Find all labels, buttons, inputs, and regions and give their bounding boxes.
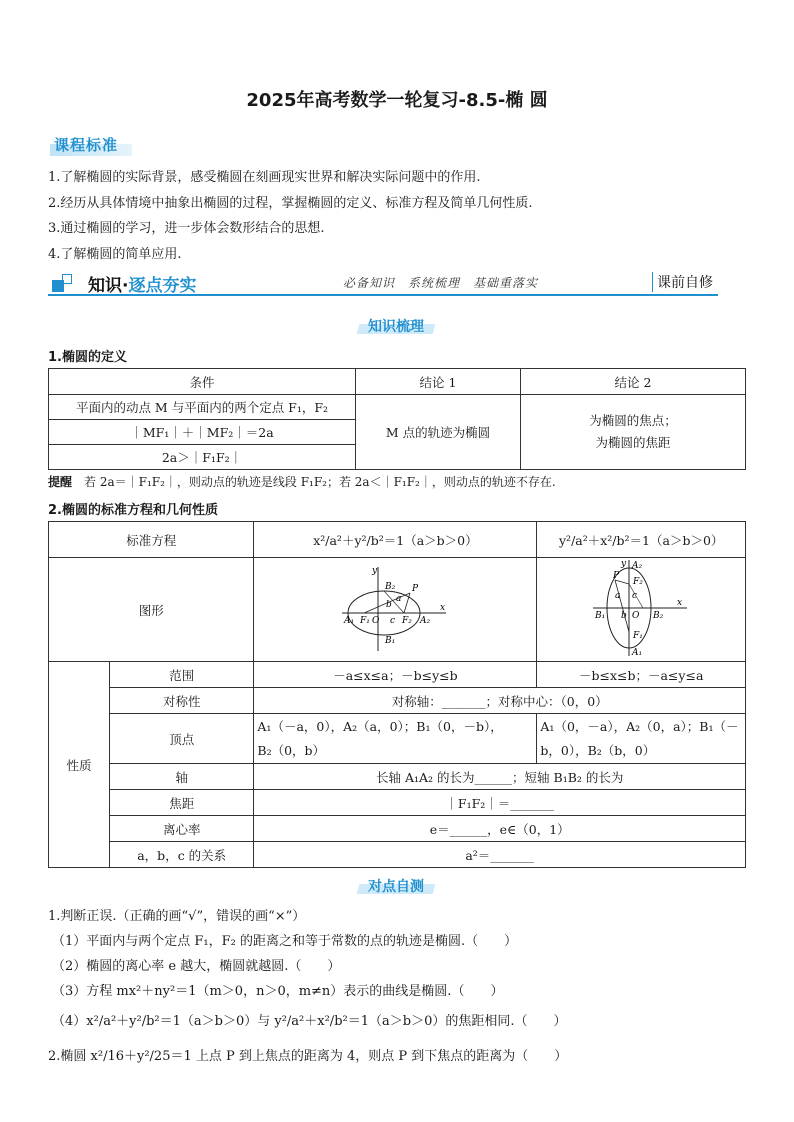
relation-value: a²＝_______	[254, 842, 746, 868]
section-label: 课程标准	[54, 136, 119, 154]
tip-note	[48, 473, 556, 490]
pill-knowledge-review: 知识梳理	[358, 316, 434, 334]
fig2-b1-label: B₁	[595, 611, 606, 621]
fig2-a2-label: A₂	[632, 561, 643, 571]
conclusion-2-cell: 为椭圆的焦点； 为椭圆的焦距	[521, 395, 746, 470]
pill-self-test: 对点自测	[358, 876, 434, 894]
question-1: 1.判断正误.（正确的画“√”，错误的画“×”）	[48, 909, 306, 924]
fig2-f2-label: F₂	[633, 577, 644, 587]
properties-table	[48, 521, 746, 868]
col-header: 结论 2	[521, 369, 746, 395]
fig2-b-label: b	[621, 611, 627, 621]
standard-item: 3.通过椭圆的学习，进一步体会数形结合的思想.	[48, 221, 325, 236]
tip-text: 若 2a＝｜F₁F₂｜，则动点的轨迹是线段 F₁F₂；若 2a＜｜F₁F₂｜，则动点的轨迹不存在.	[72, 475, 556, 489]
fig1-origin-label: O	[372, 616, 380, 626]
condition-cell: 平面内的动点 M 与平面内的两个定点 F₁，F₂	[49, 395, 356, 420]
fig2-origin-label: O	[632, 611, 640, 621]
fig2-a1-label: A₁	[632, 648, 643, 658]
question-2: 2.椭圆 x²/16＋y²/25＝1 上点 P 到上焦点的距离为 4，则点 P 到下焦点的距离为（ ）	[48, 1049, 568, 1064]
row-label: 离心率	[110, 816, 254, 842]
fig1-b1-label: B₁	[385, 636, 396, 646]
heading-properties: 2.椭圆的标准方程和几何性质	[48, 503, 218, 518]
eccentricity-value: e＝______，e∈（0，1）	[254, 816, 746, 842]
focal-value: ｜F₁F₂｜＝_______	[254, 790, 746, 816]
fig2-p-label: P	[613, 571, 620, 581]
vertices-vertical: A₁（0，－a），A₂（0，a）；B₁（－ b，0），B₂（b，0）	[537, 714, 746, 764]
question-1-2: （2）椭圆的离心率 e 越大，椭圆就越圆.（ ）	[52, 959, 341, 974]
axis-value: 长轴 A₁A₂ 的长为______；短轴 B₁B₂ 的长为	[254, 764, 746, 790]
standard-item: 2.经历从具体情境中抽象出椭圆的过程，掌握椭圆的定义、标准方程及简单几何性质.	[48, 196, 533, 211]
square-outline-icon	[62, 274, 72, 284]
range-vertical: －b≤x≤b；－a≤y≤a	[537, 662, 746, 688]
row-label: 焦距	[110, 790, 254, 816]
horizontal-ellipse-diagram	[340, 563, 450, 653]
heading-definition: 1.椭圆的定义	[48, 350, 127, 365]
row-label: 范围	[110, 662, 254, 688]
range-horizontal: －a≤x≤a；－b≤y≤b	[254, 662, 537, 688]
tip-label: 提醒	[48, 475, 73, 489]
question-1-4: （4）x²/a²＋y²/b²＝1（a＞b＞0）与 y²/a²＋x²/b²＝1（a＞b＞0）的焦距相同.（ ）	[52, 1014, 567, 1029]
fig1-p-label: P	[412, 584, 419, 594]
knowledge-tag: 课前自修	[652, 272, 713, 292]
fig1-f2-label: F₂	[402, 616, 413, 626]
fig1-a-label: a	[396, 594, 402, 604]
row-label: a，b，c 的关系	[110, 842, 254, 868]
condition-cell: ｜MF₁｜＋｜MF₂｜＝2a	[49, 420, 356, 445]
fig1-a2-label: A₂	[420, 616, 431, 626]
group-label: 性质	[49, 662, 110, 868]
row-label: 标准方程	[49, 522, 254, 558]
question-1-3: （3）方程 mx²＋ny²＝1（m＞0，n＞0，m≠n）表示的曲线是椭圆.（ ）	[52, 984, 504, 999]
fig1-y-label: y	[372, 566, 378, 576]
page-title: 2025年高考数学一轮复习-8.5-椭 圆	[246, 90, 548, 111]
equation-vertical: y²/a²＋x²/b²＝1（a＞b＞0）	[537, 522, 746, 558]
fig1-f1-label: F₁	[360, 616, 371, 626]
fig1-b-label: b	[386, 600, 393, 610]
knowledge-title: 知识·逐点夯实	[88, 276, 197, 296]
fig2-f1-label: F₁	[633, 631, 644, 641]
equation-horizontal: x²/a²＋y²/b²＝1（a＞b＞0）	[254, 522, 537, 558]
vertical-ellipse-diagram	[591, 558, 691, 658]
fig1-b2-label: B₂	[385, 582, 396, 592]
symmetry-value: 对称轴：_______；对称中心：（0，0）	[254, 688, 746, 714]
row-label: 顶点	[110, 714, 254, 764]
figure-vertical-ellipse	[537, 558, 746, 662]
fig2-c-label: c	[632, 591, 638, 601]
standard-item: 1.了解椭圆的实际背景，感受椭圆在刻画现实世界和解决实际问题中的作用.	[48, 170, 481, 185]
fig2-y-label: y	[621, 559, 627, 569]
col-header: 条件	[49, 369, 356, 395]
row-label: 轴	[110, 764, 254, 790]
fig2-x-label: x	[677, 598, 683, 608]
row-label: 对称性	[110, 688, 254, 714]
row-label: 图形	[49, 558, 254, 662]
fig1-c-label: c	[390, 616, 396, 626]
fig2-b2-label: B₂	[653, 611, 664, 621]
section-badge-standard	[50, 134, 132, 156]
question-1-1: （1）平面内与两个定点 F₁，F₂ 的距离之和等于常数的点的轨迹是椭圆.（ ）	[52, 934, 518, 949]
condition-cell: 2a＞｜F₁F₂｜	[49, 445, 356, 470]
standard-item: 4.了解椭圆的简单应用.	[48, 247, 182, 262]
fig1-x-label: x	[440, 603, 446, 613]
vertices-horizontal: A₁（－a，0），A₂（a，0）；B₁（0，－b）， B₂（0，b）	[254, 714, 537, 764]
knowledge-subtitle: 必备知识 系统梳理 基础重落实	[343, 276, 539, 290]
knowledge-underline	[48, 294, 718, 296]
fig2-a-label: a	[615, 591, 621, 601]
fig1-a1-label: A₁	[344, 616, 355, 626]
conclusion-1-cell: M 点的轨迹为椭圆	[356, 395, 521, 470]
knowledge-bar	[48, 270, 718, 296]
col-header: 结论 1	[356, 369, 521, 395]
definition-table	[48, 368, 746, 470]
figure-horizontal-ellipse	[254, 558, 537, 662]
